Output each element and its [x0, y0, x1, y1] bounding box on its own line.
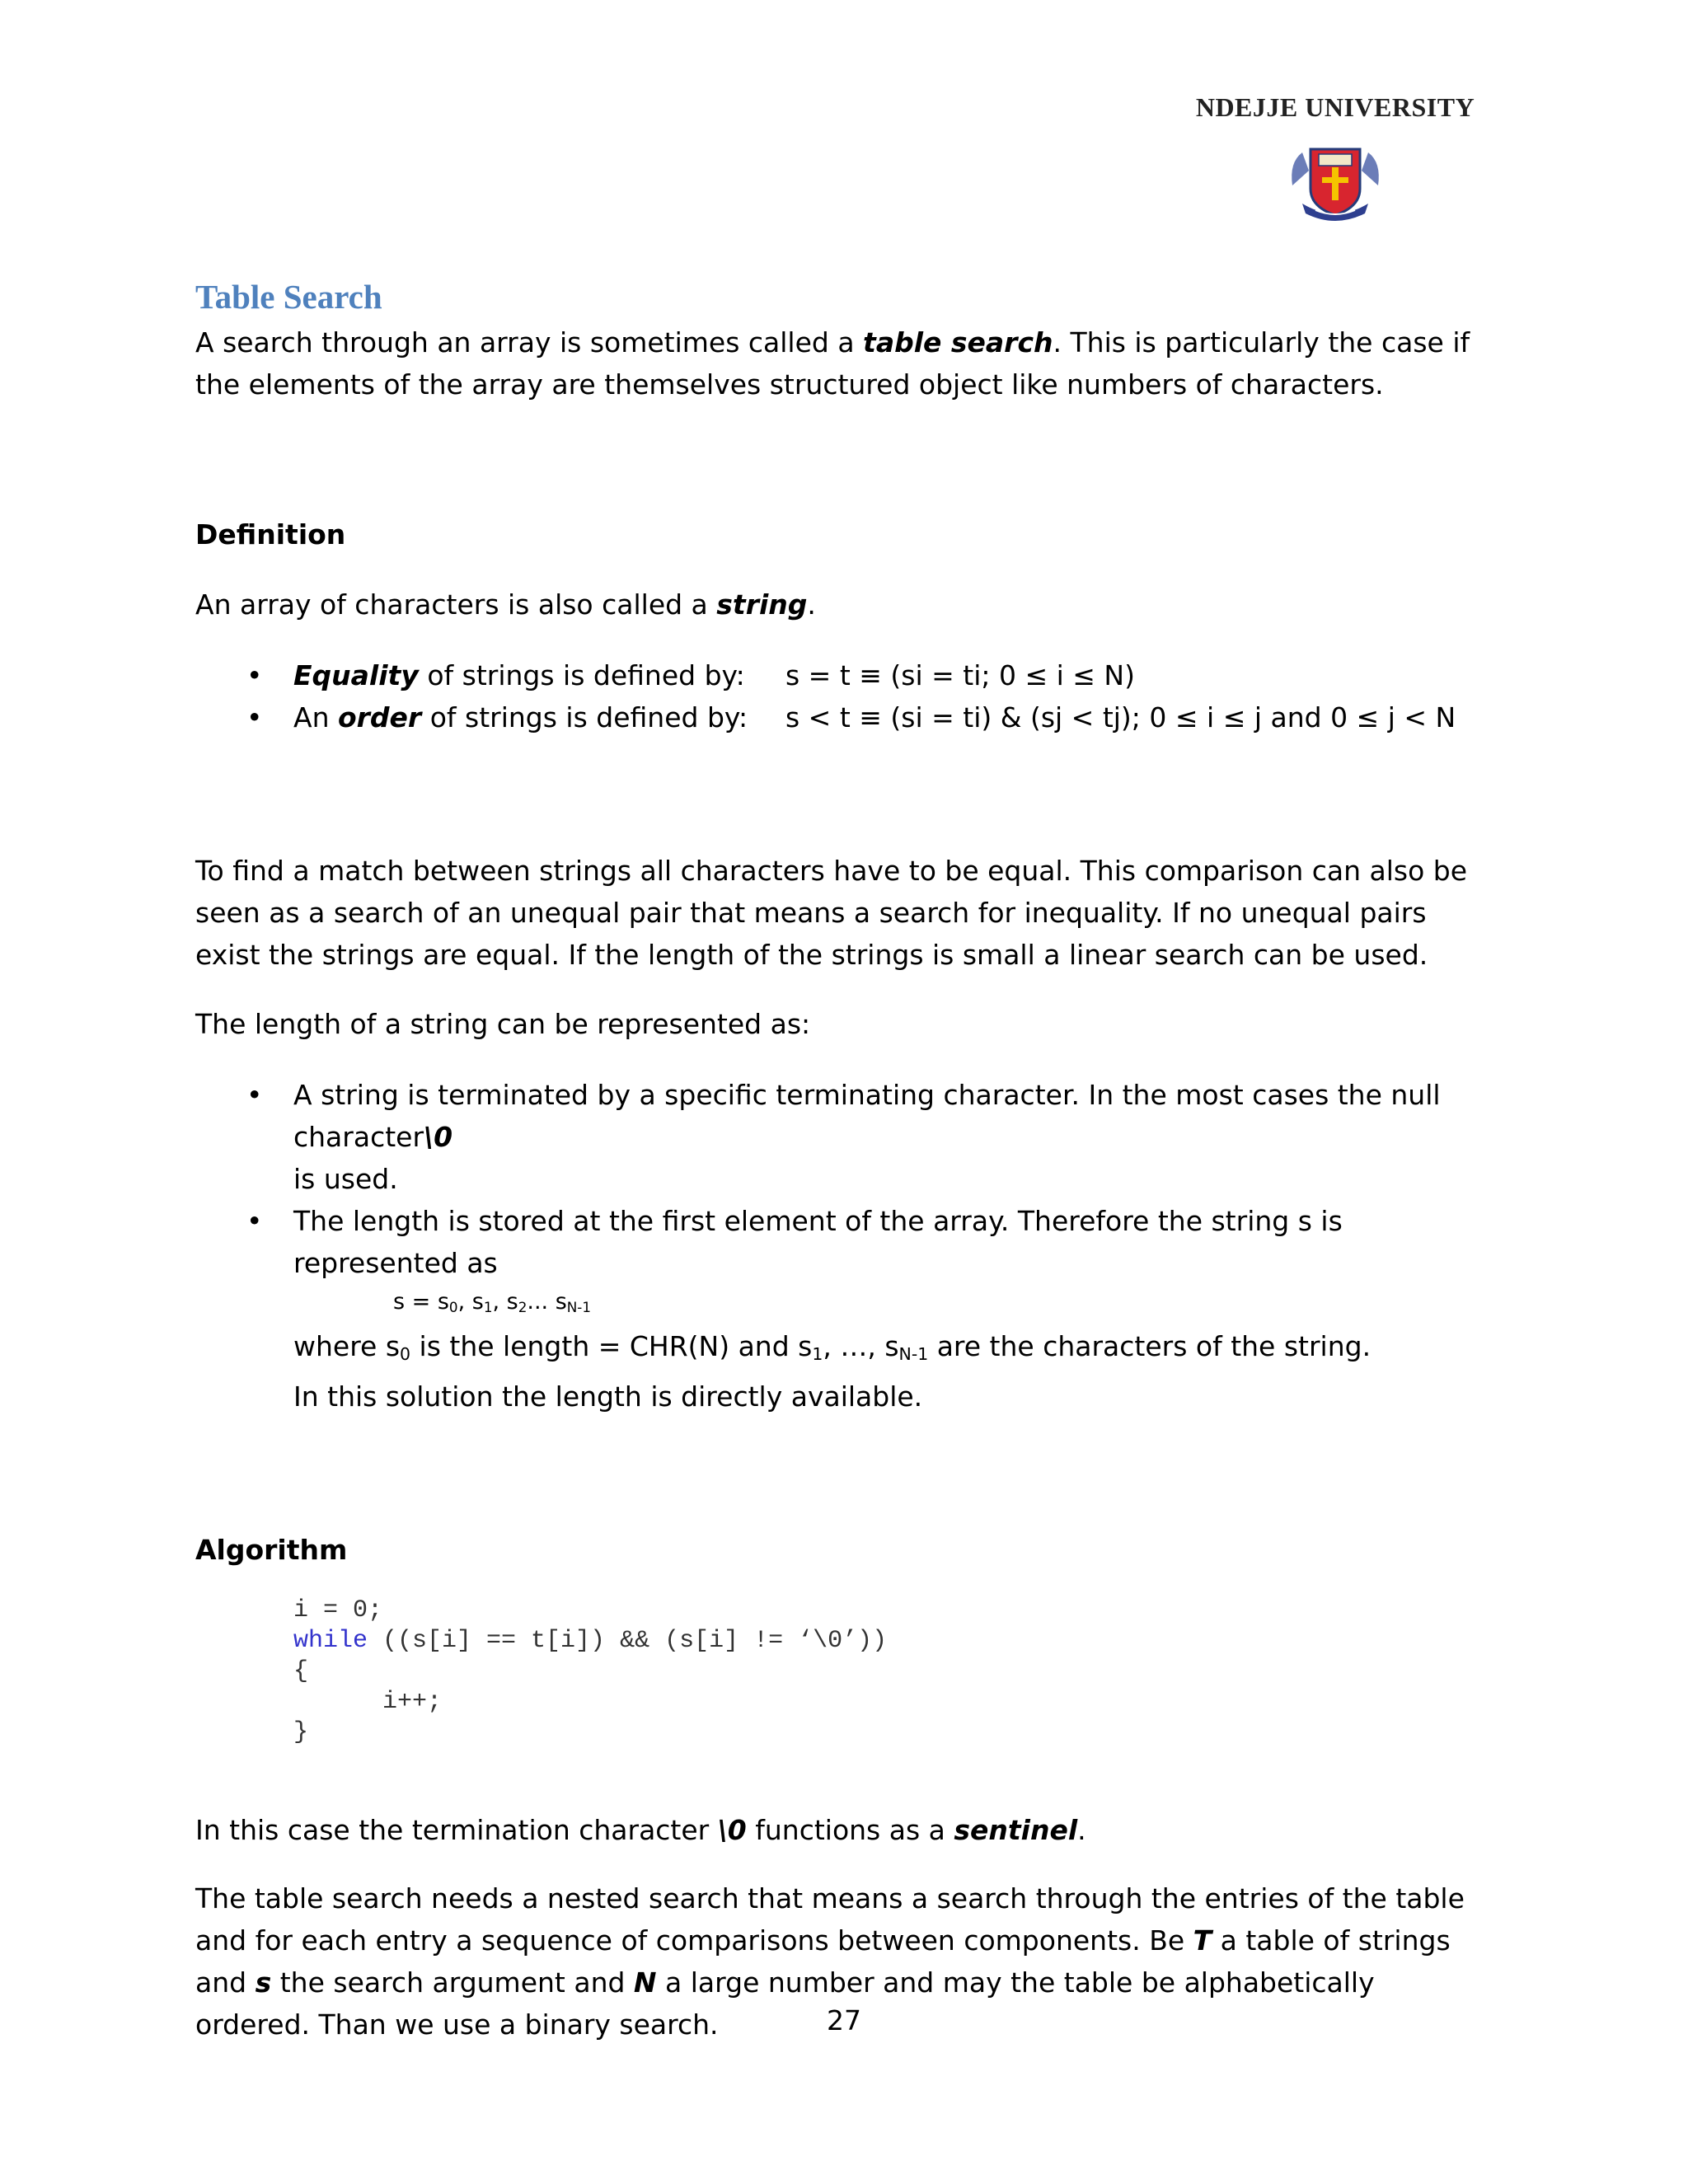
main-content — [195, 272, 1498, 2046]
intro-text-a: A search through an array is sometimes called a — [195, 326, 864, 359]
code-line — [293, 1626, 1498, 1657]
formula-sub: 0 — [448, 1299, 458, 1316]
code-text: ((s[i] == t[i]) && (s[i] != ‘\0’)) — [368, 1627, 888, 1656]
code-line: { — [293, 1657, 309, 1686]
where-sub: 1 — [812, 1344, 823, 1365]
formula-sub: 2 — [518, 1299, 528, 1316]
sentinel-paragraph — [195, 1809, 1498, 1851]
where-sub: N-1 — [898, 1344, 929, 1365]
direct-line: In this solution the length is directly available. — [293, 1380, 923, 1413]
length-paragraph: The length of a string can be represented as: — [195, 1008, 811, 1040]
sentinel-text: . — [1077, 1814, 1086, 1847]
nested-text: a large number and may the table be alphabetically ordered. Than we use a binary search. — [195, 1966, 1375, 2041]
code-line: i = 0; — [293, 1596, 383, 1625]
code-block — [195, 1596, 1498, 1748]
nested-var: T — [1193, 1924, 1212, 1957]
sentinel-text: In this case the termination character — [195, 1814, 718, 1847]
def-post: of strings is defined by: — [421, 701, 748, 733]
definition-heading-text: Definition — [195, 518, 346, 551]
code-keyword: while — [293, 1627, 368, 1656]
item1-text: A string is terminated by a specific terminating character. In the most cases the null character — [293, 1079, 1441, 1153]
where-part: where s — [293, 1330, 401, 1363]
formula-part: ... s — [527, 1289, 567, 1315]
formula-part: , s — [457, 1289, 484, 1315]
string-formula — [195, 1284, 1498, 1325]
page-header — [1154, 92, 1517, 227]
formula-part: s = s — [393, 1289, 449, 1315]
code-line: i++; — [293, 1688, 443, 1717]
match-paragraph: To find a match between strings all characters have to be equal. This comparison can also be seen as a search of an unequal pair that means a search for inequality. If no unequal pairs exist the strings are equal. If the length of the strings is small a linear search can be used. — [195, 855, 1468, 971]
definition-heading — [195, 513, 1498, 555]
where-line — [195, 1325, 1498, 1376]
bullet-icon: • — [246, 659, 263, 691]
university-crest-icon — [1286, 138, 1385, 227]
nested-text: a table of strings and — [195, 1924, 1451, 1999]
string-definition — [195, 583, 1498, 626]
algorithm-heading-text: Algorithm — [195, 1534, 348, 1567]
university-name: NDEJJE UNIVERSITY — [1195, 92, 1475, 122]
null-character: \0 — [424, 1121, 453, 1153]
string-def-text-c: . — [807, 588, 816, 621]
where-part: is the length = CHR(N) and s — [410, 1330, 813, 1363]
def-formula: s = t ≡ (si = ti; 0 ≤ i ≤ N) — [785, 659, 1135, 691]
length-list — [195, 1074, 1498, 1418]
list-item — [195, 696, 1498, 738]
algorithm-heading — [195, 1529, 1498, 1571]
sentinel-char: \0 — [717, 1814, 747, 1847]
def-formula: s < t ≡ (si = ti) & (sj < tj); 0 ≤ i ≤ j and 0 ≤ j < N — [785, 701, 1456, 733]
bullet-icon: • — [246, 701, 263, 733]
formula-part: , s — [492, 1289, 518, 1315]
def-pre: An — [293, 701, 338, 733]
def-post: of strings is defined by: — [418, 659, 745, 691]
list-item — [195, 1074, 1498, 1200]
nested-var: N — [633, 1966, 657, 1999]
where-part: , …, s — [823, 1330, 899, 1363]
bullet-icon: • — [246, 1205, 263, 1237]
string-def-text-a: An array of characters is also called a — [195, 588, 717, 621]
def-term: order — [337, 701, 422, 733]
code-line: } — [293, 1718, 309, 1747]
item2-text: The length is stored at the first element of the array. Therefore the string s is represented as — [293, 1205, 1343, 1279]
def-term: Equality — [293, 659, 419, 691]
nested-text: The table search needs a nested search that means a search through the entries of the table and for each entry a sequence of comparisons between components. Be — [195, 1882, 1465, 1957]
formula-sub: 1 — [483, 1299, 493, 1316]
page-number: 27 — [827, 2004, 861, 2036]
where-sub: 0 — [400, 1344, 411, 1365]
intro-text-c: . This is particularly the case if the elements of the array are themselves structured object like numbers of characters. — [195, 326, 1470, 401]
intro-paragraph — [195, 321, 1498, 405]
intro-term: table search — [863, 326, 1053, 359]
definition-list — [195, 654, 1498, 738]
nested-text: the search argument and — [271, 1966, 634, 1999]
formula-sub: N-1 — [566, 1299, 591, 1316]
section-title: Table Search — [195, 278, 382, 316]
sentinel-text: functions as a — [746, 1814, 954, 1847]
list-item — [195, 654, 1498, 696]
where-part: are the characters of the string. — [928, 1330, 1372, 1363]
bullet-icon: • — [246, 1079, 263, 1111]
item1-text-end: is used. — [293, 1163, 398, 1195]
string-def-term: string — [716, 588, 808, 621]
list-item — [195, 1200, 1498, 1284]
nested-var: s — [255, 1966, 272, 1999]
sentinel-term: sentinel — [954, 1814, 1078, 1847]
